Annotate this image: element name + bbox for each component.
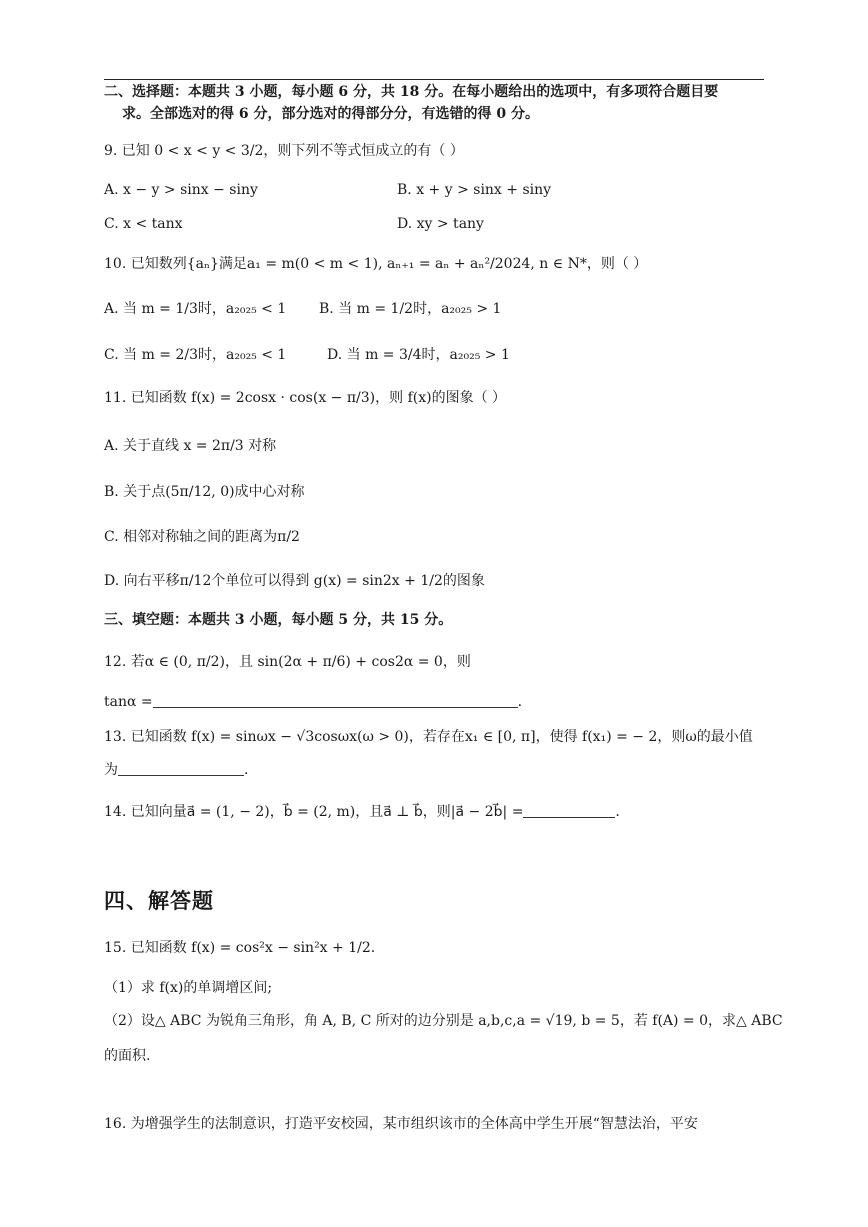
section2-heading-line2: 求。全部选对的得 6 分，部分选对的得部分分，有选错的得 0 分。	[122, 106, 539, 122]
q9-stem: 9. 已知 0 < x < y < 3/2，则下列不等式恒成立的有（ ）	[104, 143, 464, 159]
q13-stem: 13. 已知函数 f(x) = sinωx − √3cosωx(ω > 0)，若存在x₁ ∈ [0, π]，使得 f(x₁) = − 2，则ω的最小值	[104, 729, 753, 745]
top-divider	[104, 79, 764, 80]
q15-part1: （1）求 f(x)的单调增区间;	[104, 980, 273, 996]
q12-answer-line	[104, 692, 522, 712]
q14-answer-blank[interactable]	[523, 803, 615, 818]
q10-option-b: B. 当 m = 1/2时，a₂₀₂₅ > 1	[319, 301, 502, 317]
section2-heading-line1: 二、选择题：本题共 3 小题，每小题 6 分，共 18 分。在每小题给出的选项中，有多项符合题目要	[104, 84, 719, 100]
q9-option-b: B. x + y > sinx + siny	[397, 182, 552, 198]
q11-option-d: D. 向右平移π/12个单位可以得到 g(x) = sin2x + 1/2的图象	[104, 573, 485, 589]
q12-answer-suffix: .	[517, 694, 523, 710]
q12-answer-blank[interactable]	[153, 693, 518, 708]
q13-answer-prefix: 为	[104, 762, 118, 778]
q14-stem: 14. 已知向量a⃗ = (1, − 2)，b⃗ = (2, m)，且a⃗ ⊥ b⃗，则|a⃗ − 2b⃗| =	[104, 804, 524, 820]
q11-option-c: C. 相邻对称轴之间的距离为π/2	[104, 529, 300, 545]
q10-stem: 10. 已知数列{aₙ}满足a₁ = m(0 < m < 1), aₙ₊₁ = aₙ + aₙ²/2024, n ∈ N*，则（ ）	[104, 256, 648, 272]
q15-stem: 15. 已知函数 f(x) = cos²x − sin²x + 1/2.	[104, 940, 376, 956]
q13-answer-line	[104, 760, 248, 780]
q14-line	[104, 802, 620, 822]
q9-option-c: C. x < tanx	[104, 216, 183, 232]
q16-stem: 16. 为增强学生的法制意识，打造平安校园，某市组织该市的全体高中学生开展“智慧法治，平安	[104, 1116, 698, 1132]
q14-answer-suffix: .	[615, 804, 620, 820]
q15-part2-line1: （2）设△ ABC 为锐角三角形，角 A, B, C 所对的边分别是 a,b,c,a = √19, b = 5，若 f(A) = 0，求△ ABC	[104, 1013, 783, 1029]
q13-answer-suffix: .	[244, 762, 249, 778]
section3-heading: 三、填空题：本题共 3 小题，每小题 5 分，共 15 分。	[104, 612, 453, 628]
q10-option-c: C. 当 m = 2/3时，a₂₀₂₅ < 1	[104, 347, 287, 363]
q12-answer-prefix: tanα =	[104, 694, 153, 710]
q12-stem: 12. 若α ∈ (0, π/2)，且 sin(2α + π/6) + cos2α = 0，则	[104, 654, 471, 670]
section4-heading: 四、解答题	[104, 888, 214, 913]
q10-option-a: A. 当 m = 1/3时，a₂₀₂₅ < 1	[104, 301, 287, 317]
q11-option-a: A. 关于直线 x = 2π/3 对称	[104, 438, 277, 454]
q10-option-d: D. 当 m = 3/4时，a₂₀₂₅ > 1	[327, 347, 510, 363]
q11-stem: 11. 已知函数 f(x) = 2cosx · cos(x − π/3)，则 f(x)的图象（ ）	[104, 390, 507, 406]
q9-option-d: D. xy > tany	[397, 216, 484, 232]
q11-option-b: B. 关于点(5π/12, 0)成中心对称	[104, 484, 305, 500]
q15-part2-line2: 的面积.	[104, 1048, 151, 1064]
q9-option-a: A. x − y > sinx − siny	[104, 182, 258, 198]
q13-answer-blank[interactable]	[118, 761, 244, 776]
